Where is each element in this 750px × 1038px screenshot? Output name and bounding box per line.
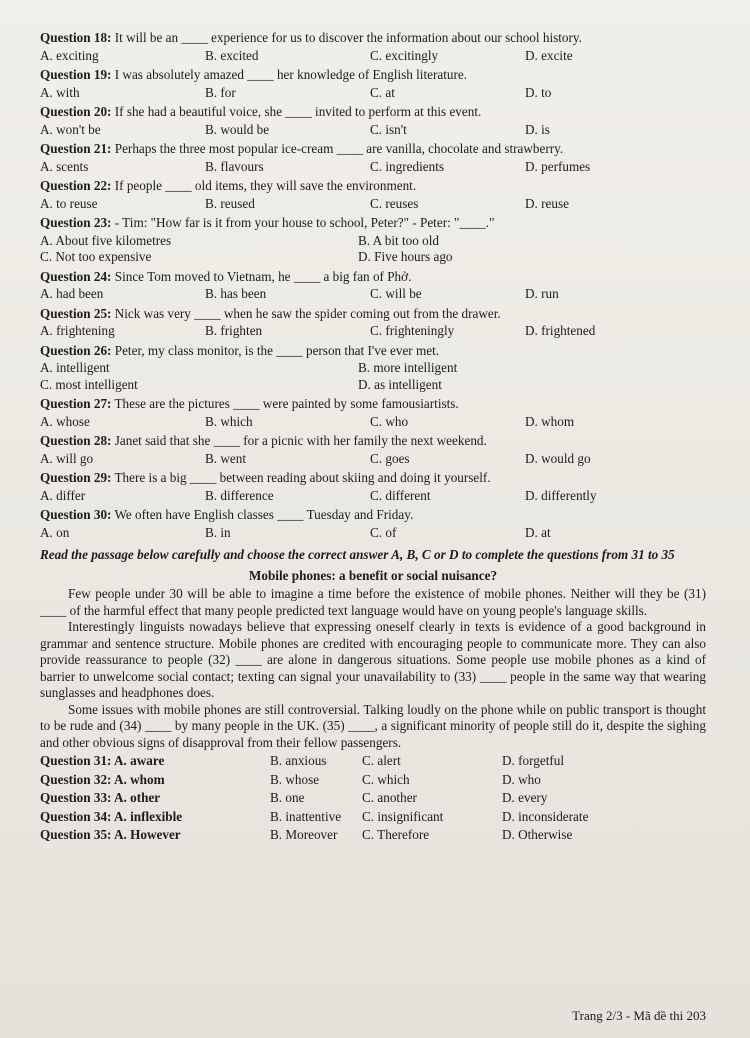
answer-row bbox=[40, 809, 706, 826]
question-text: Janet said that she ____ for a picnic with her family the next weekend. bbox=[114, 433, 487, 448]
answer-option[interactable]: D. frightened bbox=[525, 323, 596, 338]
answer-option[interactable]: C. goes bbox=[370, 450, 410, 466]
answer-option[interactable]: D. as intelligent bbox=[358, 376, 442, 392]
question-q24 bbox=[40, 269, 706, 303]
question-stem bbox=[40, 67, 706, 84]
passage-title: Mobile phones: a benefit or social nuisance? bbox=[248, 567, 498, 583]
answer-option[interactable]: D. is bbox=[525, 121, 550, 137]
option-list bbox=[40, 525, 706, 542]
answer-option[interactable]: D. run bbox=[525, 286, 559, 301]
answer-option[interactable]: C. most intelligent bbox=[40, 376, 138, 392]
answer-row-label[interactable]: Question 35: A. However bbox=[40, 827, 181, 842]
question-q26 bbox=[40, 343, 706, 394]
answer-option[interactable]: C. insignificant bbox=[362, 808, 444, 824]
question-text: If people ____ old items, they will save the environment. bbox=[114, 178, 417, 193]
answer-option[interactable]: B. which bbox=[205, 413, 253, 429]
answer-option[interactable]: B. would be bbox=[205, 121, 270, 137]
question-q29 bbox=[40, 470, 706, 504]
question-label: Question 27: bbox=[40, 396, 112, 411]
answer-option[interactable]: B. Moreover bbox=[270, 827, 338, 842]
question-q23 bbox=[40, 215, 706, 266]
answer-option[interactable]: B. reused bbox=[205, 195, 255, 211]
answer-option[interactable]: D. reuse bbox=[525, 195, 569, 211]
question-text: - Tim: "How far is it from your house to school, Peter?" - Peter: "____." bbox=[114, 215, 495, 230]
answer-option[interactable]: A. on bbox=[40, 524, 70, 540]
question-stem bbox=[40, 396, 706, 413]
answer-option[interactable]: D. whom bbox=[525, 413, 575, 429]
option-list bbox=[40, 196, 706, 213]
answer-option[interactable]: A. whose bbox=[40, 413, 90, 429]
answer-option[interactable]: A. exciting bbox=[40, 47, 99, 63]
answer-option[interactable]: A. will go bbox=[40, 450, 94, 466]
answer-option[interactable]: A. intelligent bbox=[40, 360, 110, 375]
question-label: Question 26: bbox=[40, 342, 112, 358]
answer-row bbox=[40, 790, 706, 807]
passage-paragraph: Some issues with mobile phones are still controversial. Talking loudly on the phone while on public transport is thought to be rude and (34) ____ by many people in the UK. (35) ____, a significant minority of people still do it, despite the sighing and other obvious signs of disapproval from their fellow passengers. bbox=[40, 701, 706, 750]
answer-option[interactable]: D. Five hours ago bbox=[358, 249, 453, 264]
question-stem bbox=[40, 269, 706, 286]
question-list bbox=[40, 30, 706, 541]
passage bbox=[40, 586, 706, 751]
answer-option[interactable]: C. who bbox=[370, 413, 409, 429]
answer-option[interactable]: C. which bbox=[362, 771, 410, 787]
answer-option[interactable]: B. inattentive bbox=[270, 808, 342, 824]
answer-option[interactable]: C. Not too expensive bbox=[40, 249, 152, 264]
option-list bbox=[40, 122, 706, 139]
answer-option[interactable]: B. in bbox=[205, 524, 231, 540]
question-stem bbox=[40, 141, 706, 158]
answer-option[interactable]: D. Otherwise bbox=[502, 827, 573, 842]
answer-option[interactable]: B. has been bbox=[205, 286, 267, 301]
answer-option[interactable]: B. difference bbox=[205, 487, 274, 503]
question-label: Question 24: bbox=[40, 268, 112, 284]
option-list bbox=[40, 159, 706, 176]
question-q21 bbox=[40, 141, 706, 175]
answer-options bbox=[40, 753, 706, 844]
question-label: Question 30: bbox=[40, 507, 112, 522]
answer-row bbox=[40, 772, 706, 789]
answer-option[interactable]: A. won't be bbox=[40, 121, 101, 137]
answer-option[interactable]: D. who bbox=[502, 771, 541, 787]
answer-option[interactable]: C. at bbox=[370, 84, 395, 100]
answer-row-label[interactable]: Question 31: A. aware bbox=[40, 753, 165, 768]
answer-option[interactable]: B. whose bbox=[270, 771, 320, 787]
option-list bbox=[40, 286, 706, 303]
question-label: Question 21: bbox=[40, 141, 112, 156]
question-q22 bbox=[40, 178, 706, 212]
question-stem bbox=[40, 178, 706, 195]
question-stem bbox=[40, 507, 706, 524]
question-label: Question 28: bbox=[40, 433, 112, 448]
question-q19 bbox=[40, 67, 706, 101]
question-q20 bbox=[40, 104, 706, 138]
answer-row-label[interactable]: Question 33: A. other bbox=[40, 790, 161, 805]
answer-option[interactable]: C. Therefore bbox=[362, 827, 430, 842]
answer-option[interactable]: D. inconsiderate bbox=[502, 808, 589, 824]
question-label: Question 29: bbox=[40, 470, 112, 485]
question-label: Question 20: bbox=[40, 104, 112, 119]
question-label: Question 19: bbox=[40, 67, 112, 82]
answer-row-label[interactable]: Question 32: A. whom bbox=[40, 771, 165, 787]
question-text: We often have English classes ____ Tuesday and Friday. bbox=[114, 507, 414, 522]
option-list bbox=[40, 451, 706, 468]
question-stem bbox=[40, 30, 706, 47]
question-stem bbox=[40, 215, 706, 232]
answer-option[interactable]: A. About five kilometres bbox=[40, 232, 172, 248]
answer-option[interactable]: A. differ bbox=[40, 487, 86, 503]
question-text: Peter, my class monitor, is the ____ person that I've ever met. bbox=[114, 342, 440, 358]
page-footer: Trang 2/3 - Mã đề thi 203 bbox=[572, 1007, 706, 1023]
answer-option[interactable]: C. frighteningly bbox=[370, 323, 455, 338]
answer-option[interactable]: B. for bbox=[205, 84, 236, 100]
answer-option[interactable]: A. had been bbox=[40, 286, 104, 301]
question-label: Question 25: bbox=[40, 305, 112, 321]
answer-option[interactable]: D. at bbox=[525, 524, 551, 540]
question-q28 bbox=[40, 433, 706, 467]
passage-paragraph: Interestingly linguists nowadays believe that expressing oneself clearly in texts is evidence of a good background in grammar and sentence structure. Mobile phones are credited with encouraging people to communicate more. They can also provide reassurance to people (32) ____ are alone in dangerous situations. Some people use mobile phones as a kind of barrier to unwelcome social contact; texting can signal your unavailability to (33) ____ people in the same way that wearing sunglasses and headphones does. bbox=[40, 619, 706, 700]
answer-option[interactable]: D. forgetful bbox=[502, 753, 565, 768]
passage-paragraph: Few people under 30 will be able to imagine a time before the existence of mobile phones. Neither will they be (31) ____ of the harmful effect that many people predicted text language would have on young people's language skills. bbox=[40, 586, 706, 618]
answer-option[interactable]: D. would go bbox=[525, 450, 591, 466]
question-text: Nick was very ____ when he saw the spider coming out from the drawer. bbox=[114, 305, 501, 321]
answer-option[interactable]: A. scents bbox=[40, 158, 89, 174]
reading-instruction: Read the passage below carefully and choose the correct answer A, B, C or D to complete the questions from 31 to 35 bbox=[40, 547, 675, 562]
option-list bbox=[40, 360, 706, 393]
answer-option[interactable]: C. will be bbox=[370, 286, 422, 301]
answer-option[interactable]: C. alert bbox=[362, 753, 401, 768]
answer-option[interactable]: D. every bbox=[502, 790, 548, 805]
answer-option[interactable]: D. to bbox=[525, 84, 552, 100]
question-stem bbox=[40, 433, 706, 450]
option-list bbox=[40, 48, 706, 65]
question-stem bbox=[40, 470, 706, 487]
answer-option[interactable]: C. isn't bbox=[370, 121, 407, 137]
question-stem bbox=[40, 104, 706, 121]
answer-option[interactable]: B. A bit too old bbox=[358, 232, 439, 248]
option-list bbox=[40, 323, 706, 340]
question-text: Since Tom moved to Vietnam, he ____ a big fan of Phở. bbox=[114, 268, 412, 284]
answer-option[interactable]: C. different bbox=[370, 487, 431, 503]
option-list bbox=[40, 488, 706, 505]
question-q18 bbox=[40, 30, 706, 64]
question-stem bbox=[40, 306, 706, 323]
answer-row-label[interactable]: Question 34: A. inflexible bbox=[40, 808, 183, 824]
answer-option[interactable]: C. reuses bbox=[370, 195, 419, 211]
answer-option[interactable]: B. one bbox=[270, 790, 305, 805]
answer-option[interactable]: B. went bbox=[205, 450, 247, 466]
answer-option[interactable]: B. flavours bbox=[205, 158, 264, 174]
question-stem bbox=[40, 343, 706, 360]
answer-option[interactable]: D. differently bbox=[525, 487, 597, 503]
question-label: Question 22: bbox=[40, 178, 112, 193]
answer-option[interactable]: C. ingredients bbox=[370, 158, 444, 174]
option-list bbox=[40, 233, 706, 266]
answer-row bbox=[40, 827, 706, 844]
option-list bbox=[40, 414, 706, 431]
question-label: Question 18: bbox=[40, 30, 112, 45]
answer-option[interactable]: B. anxious bbox=[270, 753, 327, 768]
question-text: It will be an ____ experience for us to discover the information about our school history. bbox=[114, 30, 582, 45]
question-text: These are the pictures ____ were painted by some famousiartists. bbox=[114, 396, 459, 411]
answer-option[interactable]: C. of bbox=[370, 524, 397, 540]
question-text: There is a big ____ between reading about skiing and doing it yourself. bbox=[114, 470, 491, 485]
option-list bbox=[40, 85, 706, 102]
question-q30 bbox=[40, 507, 706, 541]
question-text: Perhaps the three most popular ice-cream ____ are vanilla, chocolate and strawberry. bbox=[114, 141, 564, 156]
answer-option[interactable]: D. excite bbox=[525, 47, 573, 63]
answer-option[interactable]: B. frighten bbox=[205, 323, 263, 338]
answer-option[interactable]: B. excited bbox=[205, 47, 259, 63]
answer-row bbox=[40, 753, 706, 770]
answer-option[interactable]: A. to reuse bbox=[40, 195, 98, 211]
answer-option[interactable]: A. with bbox=[40, 84, 80, 100]
question-label: Question 23: bbox=[40, 215, 112, 230]
question-text: If she had a beautiful voice, she ____ invited to perform at this event. bbox=[114, 104, 482, 119]
question-q27 bbox=[40, 396, 706, 430]
question-q25 bbox=[40, 306, 706, 340]
answer-option[interactable]: D. perfumes bbox=[525, 158, 591, 174]
answer-option[interactable]: B. more intelligent bbox=[358, 360, 458, 375]
question-text: I was absolutely amazed ____ her knowledge of English literature. bbox=[114, 67, 468, 82]
answer-option[interactable]: C. excitingly bbox=[370, 47, 439, 63]
answer-option[interactable]: A. frightening bbox=[40, 323, 115, 338]
answer-option[interactable]: C. another bbox=[362, 790, 417, 805]
